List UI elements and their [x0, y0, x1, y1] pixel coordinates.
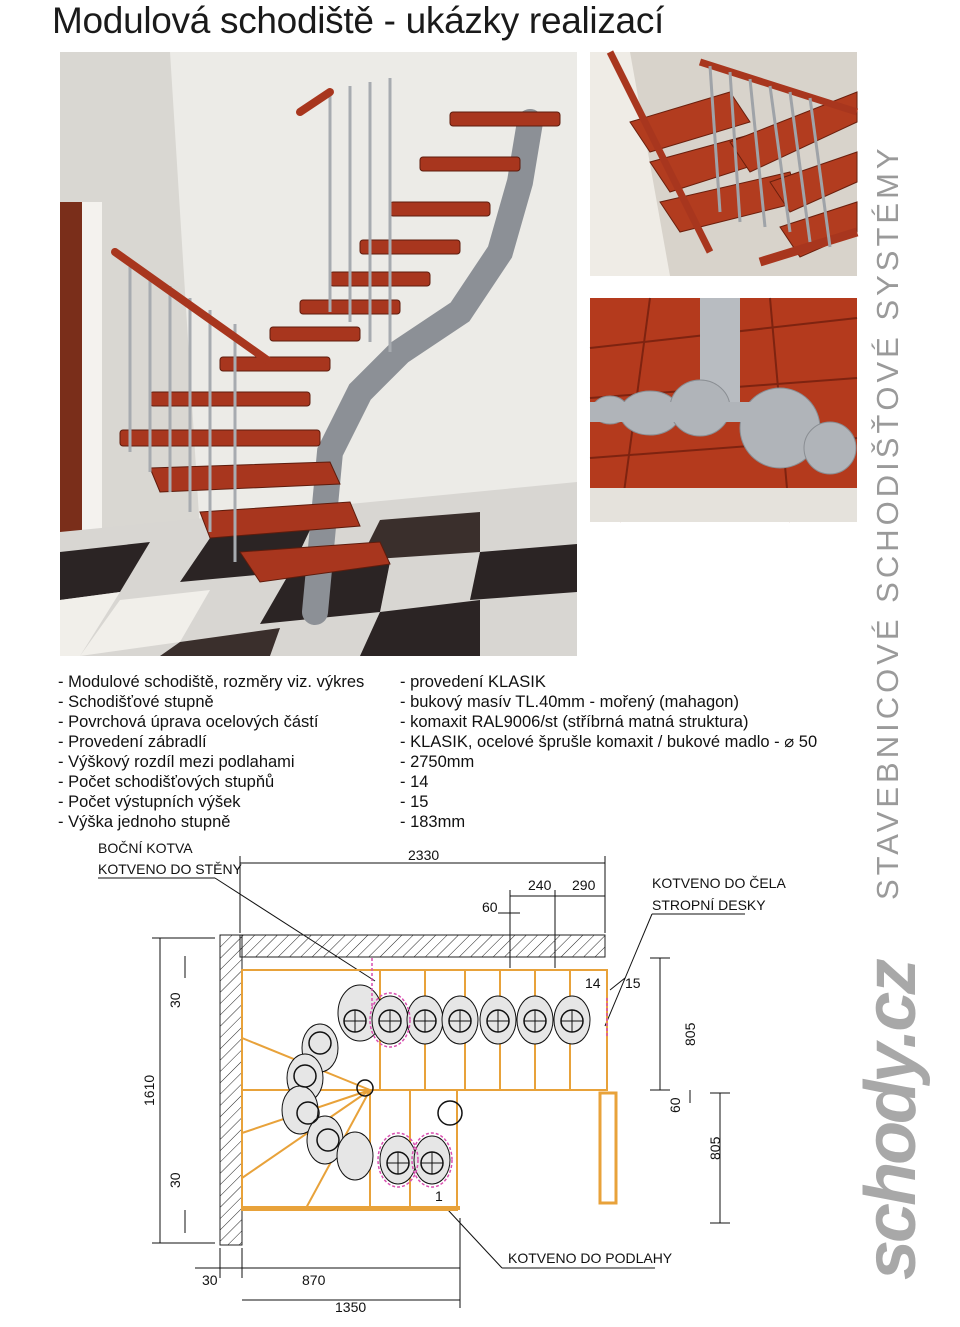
spec-value: - provedení KLASIK: [400, 673, 546, 691]
spec-label: - Modulové schodiště, rozměry viz. výkres: [58, 673, 365, 691]
dim-290: 290: [572, 877, 596, 893]
dim-240: 240: [528, 877, 552, 893]
spec-value: - 15: [400, 793, 429, 811]
spec-label: - Počet schodišťových stupňů: [58, 773, 275, 791]
spec-value: - komaxit RAL9006/st (stříbrná matná struktura): [400, 713, 749, 731]
dim-870: 870: [302, 1272, 326, 1288]
side-brand-text: STAVEBNICOVÉ SCHODIŠŤOVÉ SYSTÉMY: [870, 144, 905, 900]
dim-2330: 2330: [408, 847, 440, 863]
spec-value: - 2750mm: [400, 753, 475, 771]
label-ceiling-2: STROPNÍ DESKY: [652, 897, 766, 913]
spec-label: - Výškový rozdíl mezi podlahami: [58, 753, 295, 771]
spec-value: - KLASIK, ocelové šprušle komaxit / bukové madlo - ⌀ 50: [400, 733, 818, 751]
dim-1350: 1350: [335, 1299, 367, 1315]
label-side-anchor-1: BOČNÍ KOTVA: [98, 840, 193, 856]
label-floor: KOTVENO DO PODLAHY: [508, 1250, 673, 1266]
spec-label: - Provedení zábradlí: [58, 733, 207, 751]
dim-30-b: 30: [167, 1172, 183, 1188]
spec-value: - 183mm: [400, 813, 466, 831]
label-ceiling-1: KOTVENO DO ČELA: [652, 875, 786, 891]
label-side-anchor-2: KOTVENO DO STĚNY: [98, 861, 242, 877]
spec-label: - Výška jednoho stupně: [58, 813, 231, 831]
dim-15: 15: [625, 975, 641, 991]
spec-label: - Povrchová úprava ocelových částí: [58, 713, 319, 731]
dim-60-top: 60: [482, 899, 498, 915]
spec-label: - Schodišťové stupně: [58, 693, 214, 711]
dim-30-a: 30: [167, 992, 183, 1008]
main-staircase-photo: [60, 52, 577, 656]
dim-14: 14: [585, 975, 601, 991]
spec-value: - 14: [400, 773, 429, 791]
dim-1610: 1610: [141, 1074, 157, 1106]
floor-plan-drawing: [80, 838, 786, 1323]
dim-60-right: 60: [667, 1097, 683, 1113]
dim-1: 1: [435, 1188, 443, 1204]
spine-detail-photo: [590, 298, 857, 522]
spec-value: - bukový masív TL.40mm - mořený (mahagon): [400, 693, 739, 711]
dim-30-c: 30: [202, 1272, 218, 1288]
dim-805-a: 805: [682, 1022, 698, 1046]
top-view-staircase-photo: [590, 52, 857, 276]
spec-label: - Počet výstupních výšek: [58, 793, 241, 811]
schody-logo: [850, 962, 932, 1280]
dim-805-b: 805: [707, 1136, 723, 1160]
page-title: Modulová schodiště - ukázky realizací: [52, 0, 665, 41]
logo-text: schody.cz: [851, 961, 931, 1280]
